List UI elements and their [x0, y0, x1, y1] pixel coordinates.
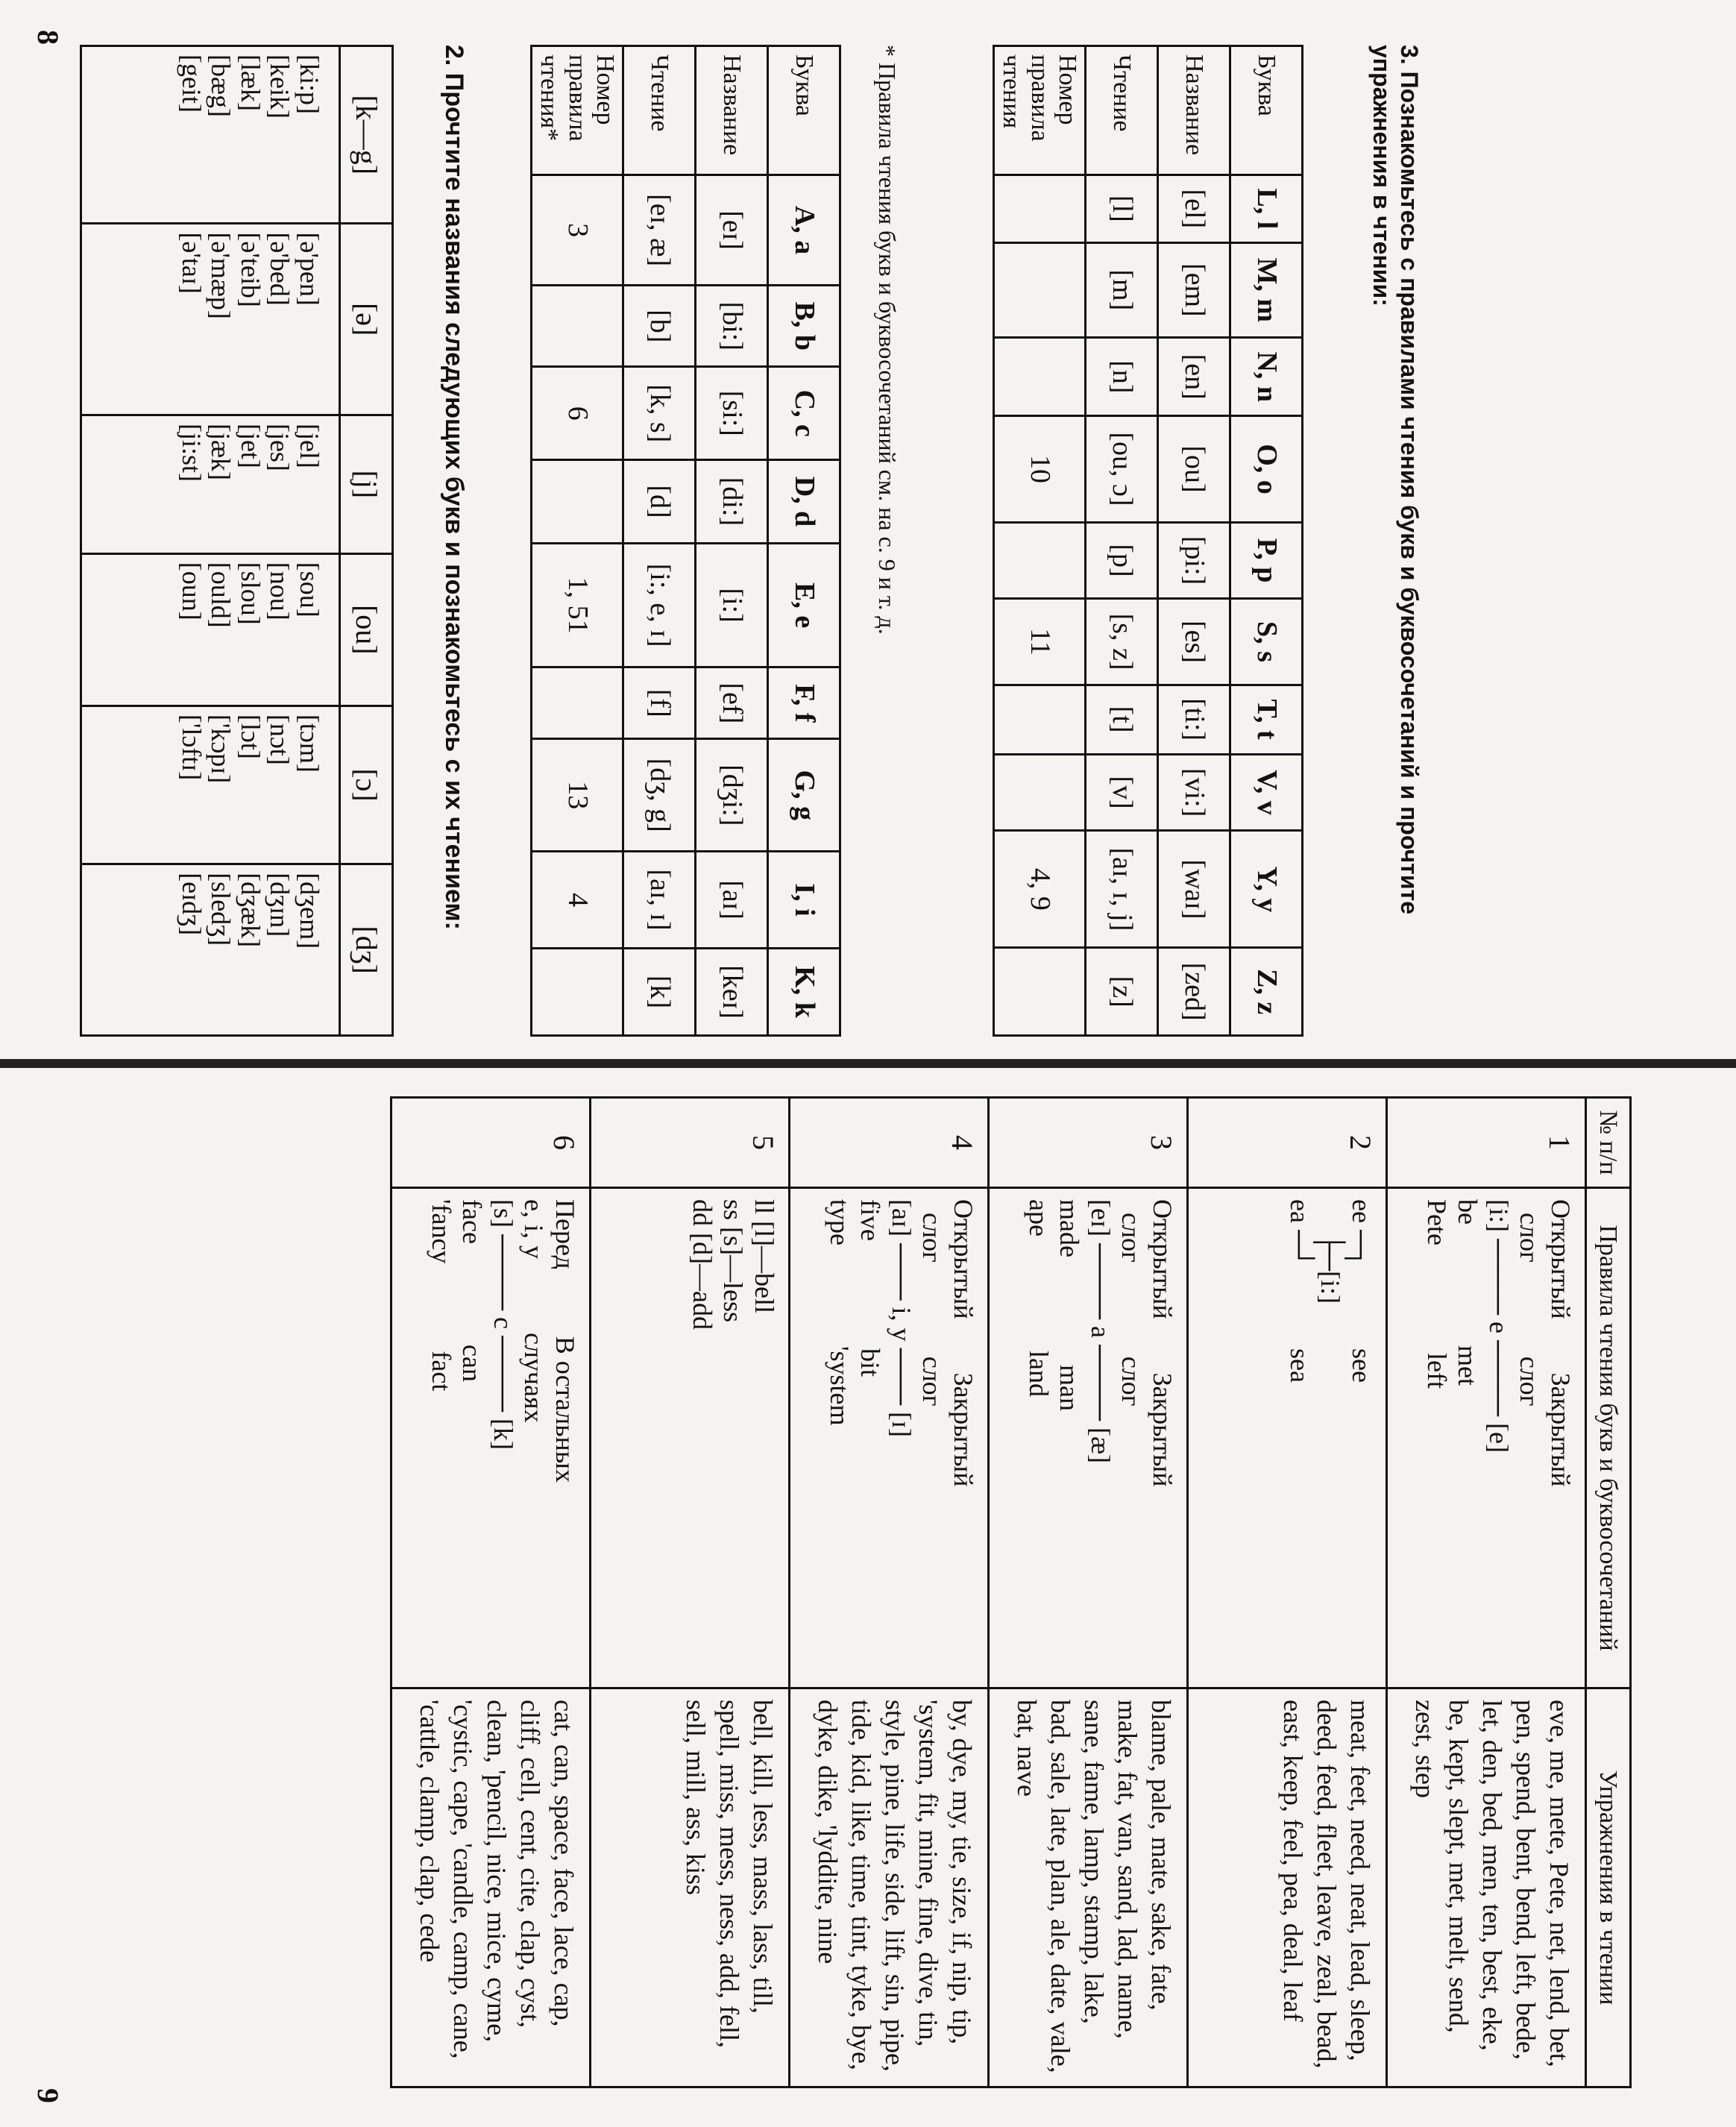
table-cell: M, m: [1230, 242, 1303, 337]
table-cell: [d]: [623, 460, 696, 544]
footnote: * Правила чтения букв и буквосочетаний см. на с. 9 и т. д.: [874, 45, 901, 635]
table-cell: [993, 948, 1085, 1036]
table-cell: Y, y: [1230, 831, 1303, 948]
table-cell: [993, 242, 1085, 337]
table-cell: [993, 175, 1085, 243]
rule-description: Открытый Закрытый слог слог [eɪ] ──── a ──── [æ] made man ape land: [988, 1188, 1187, 1688]
row-label: Номер правила чтения*: [531, 46, 623, 175]
table-cell: F, f: [768, 667, 840, 739]
table-cell: T, t: [1230, 685, 1303, 754]
table-cell: [993, 754, 1085, 831]
task-3-title: 3. Познакомьтесь с правилами чтения букв и буквосочетаний и прочтите упражнения в чтении:: [1368, 45, 1423, 914]
table-cell: B, b: [768, 286, 840, 367]
rule-number: 1: [1386, 1098, 1585, 1188]
reading-rules-table: [390, 1096, 1632, 2088]
row-label: Номер правила чтения: [993, 46, 1085, 175]
t1-cell: [ə'pen] [ə'bed] [ə'teib] [ə'mæp] [ə'taɪ]: [81, 224, 340, 415]
table-cell: G, g: [768, 739, 840, 852]
table-cell: [aɪ, ɪ]: [623, 852, 696, 949]
row-label: Буква: [1230, 46, 1303, 175]
page-divider: [0, 1059, 1736, 1068]
table-cell: [di:]: [696, 460, 768, 544]
table-cell: [ou, ɔ]: [1086, 416, 1158, 522]
table-cell: 4: [531, 852, 623, 949]
table-cell: [993, 522, 1085, 599]
t1-cell: [sou] [nou] [slou] [ould] [oun]: [81, 553, 340, 706]
reading-exercise: bell, kill, less, mass, lass, till, spell, miss, mess, ness, add, fell, sell, mill, ass, kiss: [590, 1688, 789, 2087]
table-cell: [aɪ, ɪ, j]: [1086, 831, 1158, 948]
table-cell: [b]: [623, 286, 696, 367]
table-header: Правила чтения букв и буквосочетаний: [1585, 1188, 1630, 1688]
transcription-table: [80, 45, 394, 1037]
table-cell: [em]: [1158, 242, 1230, 337]
table-cell: [n]: [1086, 338, 1158, 416]
t1-header: [ɔ]: [340, 706, 393, 864]
table-cell: [i:]: [696, 543, 768, 667]
table-cell: [bi:]: [696, 286, 768, 367]
table-cell: [531, 949, 623, 1036]
table-row: [789, 1098, 988, 2087]
table-cell: [aɪ]: [696, 852, 768, 949]
table-cell: [p]: [1086, 522, 1158, 599]
t1-header: [dʒ]: [340, 864, 393, 1036]
table-cell: [ti:]: [1158, 685, 1230, 754]
table-cell: [en]: [1158, 338, 1230, 416]
table-cell: 13: [531, 739, 623, 852]
table-cell: I, i: [768, 852, 840, 949]
table-header: Упражнения в чтении: [1585, 1688, 1630, 2087]
table-cell: [vi:]: [1158, 754, 1230, 831]
table-cell: 1, 51: [531, 543, 623, 667]
task-2-title: 2. Прочтите названия следующих букв и познакомьтесь с их чтением:: [440, 45, 468, 930]
table-cell: [si:]: [696, 367, 768, 460]
table-cell: K, k: [768, 949, 840, 1036]
table-cell: [z]: [1086, 948, 1158, 1036]
table-cell: [531, 460, 623, 544]
table-cell: 4, 9: [993, 831, 1085, 948]
t1-cell: [jel] [jes] [jet] [jæk] [ji:st]: [81, 415, 340, 553]
rule-number: 4: [789, 1098, 988, 1188]
table-row: [988, 1098, 1187, 2087]
table-cell: [k]: [623, 949, 696, 1036]
table-row: [1386, 1098, 1585, 2087]
table-cell: [pi:]: [1158, 522, 1230, 599]
table-cell: C, c: [768, 367, 840, 460]
table-header: № п/п: [1585, 1098, 1630, 1188]
table-cell: [eɪ]: [696, 175, 768, 286]
row-label: Чтение: [623, 46, 696, 175]
row-label: Буква: [768, 46, 840, 175]
table-cell: [eɪ, æ]: [623, 175, 696, 286]
table-cell: [keɪ]: [696, 949, 768, 1036]
table-cell: 11: [993, 599, 1085, 685]
table-cell: [m]: [1086, 242, 1158, 337]
t1-header: [k—g]: [340, 46, 393, 224]
reading-exercise: cat, can, space, face, lace, cap, cliff, cell, cent, cite, clap, cyst, clean, 'pencil, nice, mice, cyme, 'cystic, cape, 'candle, camp, cane, 'cattle, clamp, clap, cede: [391, 1688, 590, 2087]
reading-exercise: blame, pale, mate, sake, fate, make, fat, van, sand, lad, name, sane, fame, lamp, stamp, lake, bad, sale, late, plan, ale, date, vale, bat, nave: [988, 1688, 1187, 2087]
page-number-right: 9: [31, 2088, 65, 2103]
rule-description: ee ─┐ see ├─[i:] ea ─┘ sea: [1187, 1188, 1386, 1688]
reading-exercise: by, dye, my, tie, size, if, nip, tip, 'system, fit, mine, fine, dive, tin, style, pine, life, side, lift, sin, pipe, tide, kid, like, time, tint, tyke, bye, dyke, dike, 'lyddite, nine: [789, 1688, 988, 2087]
t1-cell: [ki:p] [keik] [læk] [bæg] [geit]: [81, 46, 340, 224]
table-cell: D, d: [768, 460, 840, 544]
page-number-left: 8: [31, 30, 65, 45]
table-cell: S, s: [1230, 599, 1303, 685]
table-cell: [dʒi:]: [696, 739, 768, 852]
table-cell: Z, z: [1230, 948, 1303, 1036]
t1-header: [ou]: [340, 553, 393, 706]
table-row: [590, 1098, 789, 2087]
table-cell: [dʒ, g]: [623, 739, 696, 852]
rule-number: 5: [590, 1098, 789, 1188]
table-row: [1187, 1098, 1386, 2087]
table-cell: [993, 685, 1085, 754]
row-label: Название: [696, 46, 768, 175]
table-cell: [zed]: [1158, 948, 1230, 1036]
rule-description: Открытый Закрытый слог слог [aɪ] ─── i, y ─── [ɪ] five bit type 'system: [789, 1188, 988, 1688]
table-cell: [f]: [623, 667, 696, 739]
t1-header: [ə]: [340, 224, 393, 415]
table-row: [391, 1098, 590, 2087]
table-cell: [t]: [1086, 685, 1158, 754]
rule-number: 3: [988, 1098, 1187, 1188]
table-cell: [el]: [1158, 175, 1230, 243]
reading-exercise: eve, me, mete, Pete, net, lend, bet, pen, spend, bent, bend, left, bede, let, den, bed, men, ten, best, eke, be, kept, slept, met, melt, send, zest, step: [1386, 1688, 1585, 2087]
table-cell: [i:, e, ɪ]: [623, 543, 696, 667]
row-label: Чтение: [1086, 46, 1158, 175]
table-cell: A, a: [768, 175, 840, 286]
table-cell: [ou]: [1158, 416, 1230, 522]
table-cell: N, n: [1230, 338, 1303, 416]
rule-number: 6: [391, 1098, 590, 1188]
table-cell: [l]: [1086, 175, 1158, 243]
table-cell: 6: [531, 367, 623, 460]
table-cell: [531, 286, 623, 367]
reading-exercise: meat, feet, need, neat, lead, sleep, deed, feed, fleet, leave, zeal, bead, east, keep, feel, pea, deal, leaf: [1187, 1688, 1386, 2087]
table-cell: [531, 667, 623, 739]
rule-number: 2: [1187, 1098, 1386, 1188]
rule-description: ll [l]—bell ss [s]—less dd [d]—add: [590, 1188, 789, 1688]
table-cell: [k, s]: [623, 367, 696, 460]
row-label: Название: [1158, 46, 1230, 175]
table-cell: [ef]: [696, 667, 768, 739]
table-cell: O, o: [1230, 416, 1303, 522]
table-cell: [es]: [1158, 599, 1230, 685]
rule-description: Открытый Закрытый слог слог [i:] ──── e ──── [e] be met Pete left: [1386, 1188, 1585, 1688]
table-cell: P, p: [1230, 522, 1303, 599]
table-cell: [s, z]: [1086, 599, 1158, 685]
table-cell: 3: [531, 175, 623, 286]
t1-cell: [dʒem] [dʒɪn] [dʒæk] [sledʒ] [eɪdʒ]: [81, 864, 340, 1036]
letters-table-2: [993, 45, 1303, 1037]
table-cell: [waɪ]: [1158, 831, 1230, 948]
table-cell: [993, 338, 1085, 416]
t1-cell: [tɔm] [nɔt] [lɔt] ['kɔpɪ] ['lɔftɪ]: [81, 706, 340, 864]
letters-table-1: [530, 45, 841, 1037]
rule-description: Перед В остальных e, i, y случаях [s] ──── c ──── [k] face can 'fancy fact: [391, 1188, 590, 1688]
table-cell: L, l: [1230, 175, 1303, 243]
table-cell: E, e: [768, 543, 840, 667]
table-cell: V, v: [1230, 754, 1303, 831]
table-cell: 10: [993, 416, 1085, 522]
table-cell: [v]: [1086, 754, 1158, 831]
t1-header: [j]: [340, 415, 393, 553]
